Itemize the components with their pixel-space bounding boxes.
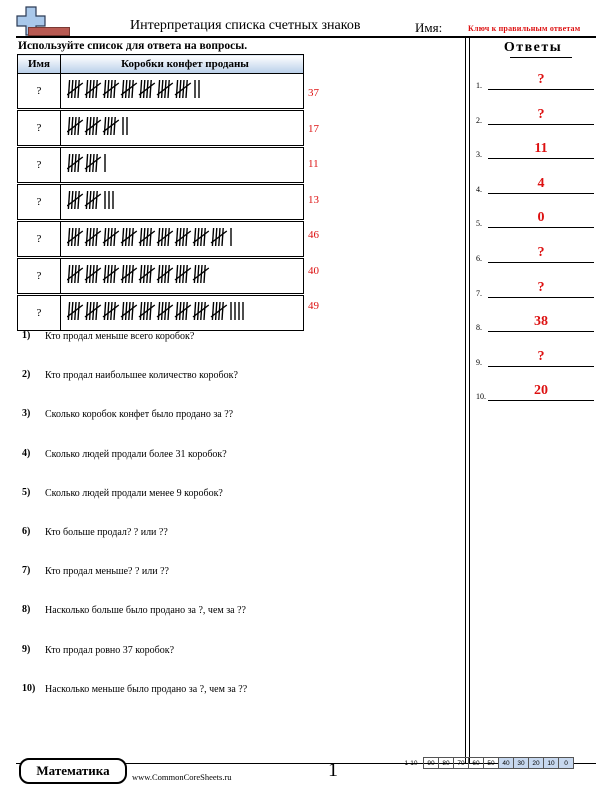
question-text: Сколько коробок конфет было продано за ?? xyxy=(45,409,234,421)
answer-value: ? xyxy=(537,279,545,295)
table-row xyxy=(18,222,304,257)
answer-number: 8. xyxy=(476,323,482,333)
tally-count: 40 xyxy=(308,264,319,277)
answer-value: ? xyxy=(537,72,545,87)
answer-line xyxy=(488,366,594,367)
answer-number: 1. xyxy=(476,81,482,90)
page-title: Интерпретация списка счетных знаков xyxy=(130,18,361,33)
table-row xyxy=(18,296,304,331)
answer-number: 10. xyxy=(476,392,486,402)
tally-count: 46 xyxy=(308,229,319,241)
question-number: 6) xyxy=(22,526,31,537)
answer-line xyxy=(488,124,594,125)
answer-number: 5. xyxy=(476,219,482,229)
tally-marks-icon xyxy=(67,78,207,100)
answer-value: ? xyxy=(537,348,545,364)
answer-number: 7. xyxy=(476,288,482,298)
question-text: Насколько меньше было продано за ?, чем за ?? xyxy=(45,683,248,695)
answers-title: Ответы xyxy=(503,40,563,55)
answer-line xyxy=(488,331,594,332)
question-text: Сколько людей продали более 31 коробок? xyxy=(45,448,227,460)
question-number: 10) xyxy=(22,682,36,694)
score-cell: 30 xyxy=(514,758,529,769)
question-text: Кто продал меньше? ? или ?? xyxy=(45,566,169,578)
score-range-label: 1-10 xyxy=(404,759,418,767)
answer-value: 20 xyxy=(534,383,548,399)
tally-marks-icon xyxy=(67,226,239,248)
column-header-name: Имя xyxy=(18,55,61,74)
answer-number: 6. xyxy=(476,254,482,263)
question-number: 7) xyxy=(22,565,31,577)
tally-cell xyxy=(61,296,304,331)
eraser-logo-icon xyxy=(28,27,70,36)
table-header-row xyxy=(18,55,304,74)
answer-line xyxy=(488,158,594,159)
seller-name: ? xyxy=(18,74,61,109)
answer-number: 2. xyxy=(476,115,482,125)
question-text: Кто продал меньше всего коробок? xyxy=(45,331,195,342)
tally-count: 17 xyxy=(308,122,319,135)
tally-count: 49 xyxy=(308,300,319,312)
tally-cell xyxy=(61,111,304,146)
answer-value: ? xyxy=(537,245,545,260)
question-number: 3) xyxy=(22,408,31,420)
table-row xyxy=(18,74,304,109)
tally-cell xyxy=(61,259,304,294)
question-text: Кто продал наибольшее количество коробок? xyxy=(45,370,238,382)
tally-cell xyxy=(61,74,304,109)
score-cell: 50 xyxy=(484,758,499,769)
answer-column-divider xyxy=(465,38,466,763)
tally-marks-icon xyxy=(67,189,121,211)
tally-cell xyxy=(61,222,304,257)
tally-marks-icon xyxy=(67,263,217,285)
table-row xyxy=(18,148,304,183)
seller-name: ? xyxy=(18,148,61,183)
question-number: 5) xyxy=(22,486,31,498)
tally-marks-icon xyxy=(67,300,251,322)
answer-line xyxy=(488,227,594,228)
question-number: 1) xyxy=(22,330,31,341)
score-cell: 90 xyxy=(424,758,439,769)
score-row xyxy=(399,758,574,769)
column-header-boxes: Коробки конфет проданы xyxy=(61,55,304,74)
answer-number: 3. xyxy=(476,150,482,160)
answer-value: ? xyxy=(537,106,545,122)
tally-count: 37 xyxy=(308,87,319,99)
answer-line xyxy=(488,297,594,298)
brand-badge: Математика xyxy=(19,758,127,784)
tally-count: 11 xyxy=(308,158,319,170)
name-label: Имя: xyxy=(415,20,443,35)
answer-value: 11 xyxy=(534,141,548,157)
answer-value: 4 xyxy=(537,175,545,191)
score-cell: 10 xyxy=(544,758,559,769)
seller-name: ? xyxy=(18,296,61,331)
question-text: Кто продал ровно 37 коробок? xyxy=(45,644,175,656)
answer-line xyxy=(488,262,594,263)
question-number: 4) xyxy=(22,447,31,459)
score-cell: 60 xyxy=(469,758,484,769)
tally-marks-icon xyxy=(67,152,113,174)
header-divider xyxy=(16,36,596,38)
table-row xyxy=(18,185,304,220)
question-text: Насколько больше было продано за ?, чем за ?? xyxy=(45,605,246,617)
table-row xyxy=(18,111,304,146)
question-number: 8) xyxy=(22,604,31,616)
answer-value: 38 xyxy=(534,314,548,330)
answer-line xyxy=(488,89,594,90)
page-number: 1 xyxy=(328,759,338,781)
tally-cell xyxy=(61,148,304,183)
answer-number: 4. xyxy=(476,184,482,194)
answers-title-underline xyxy=(510,57,572,58)
question-number: 2) xyxy=(22,369,31,381)
tally-cell xyxy=(61,185,304,220)
answer-line xyxy=(488,400,594,401)
tally-count: 13 xyxy=(308,193,319,206)
tally-table xyxy=(17,54,304,331)
seller-name: ? xyxy=(18,111,61,146)
answer-line xyxy=(488,193,594,194)
score-cell: 0 xyxy=(559,758,574,769)
score-cell: 40 xyxy=(499,758,514,769)
answer-number: 9. xyxy=(476,357,482,367)
instructions: Используйте список для ответа на вопросы. xyxy=(18,40,248,52)
seller-name: ? xyxy=(18,222,61,257)
answer-value: 0 xyxy=(537,210,545,226)
score-cell: 80 xyxy=(439,758,454,769)
answer-key-label: Ключ к правильным ответам xyxy=(468,24,581,33)
tally-marks-icon xyxy=(67,115,135,137)
question-text: Кто больше продал? ? или ?? xyxy=(45,527,168,538)
score-cell: 20 xyxy=(529,758,544,769)
website-link[interactable]: www.CommonCoreSheets.ru xyxy=(132,772,232,782)
question-text: Сколько людей продали менее 9 коробок? xyxy=(45,487,223,499)
seller-name: ? xyxy=(18,185,61,220)
answer-column-divider xyxy=(469,38,470,763)
question-number: 9) xyxy=(22,643,31,655)
seller-name: ? xyxy=(18,259,61,294)
table-row xyxy=(18,259,304,294)
score-cell: 70 xyxy=(454,758,469,769)
score-table xyxy=(399,757,574,769)
